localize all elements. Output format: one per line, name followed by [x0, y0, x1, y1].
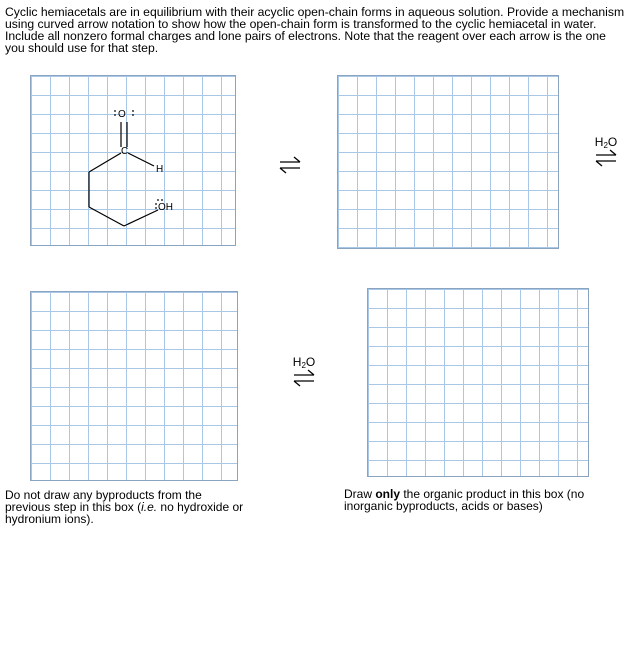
hydrogen-atom-label: H [156, 164, 164, 175]
equilibrium-arrow-step1 [270, 142, 310, 174]
equilibrium-arrows-icon [278, 156, 302, 174]
carbon-atom-label: C [121, 146, 129, 157]
note-right-line1: Draw only the organic product in this box (no [344, 487, 585, 501]
drawing-box-intermediate-2[interactable] [30, 291, 238, 481]
equilibrium-arrow-step3 [284, 355, 324, 387]
reagent-step2: $H_2O$ [594, 135, 618, 150]
instructions-text: Cyclic hemiacetals are in equilibrium with their acyclic open-chain forms in aqueous solution. Provide a mechanism using curved arrow notation to show how the open-chain form is transformed to the cyclic hemiacetal in water. Include all nonzero formal charges and lone pairs of electrons. Note that the reagent over each arrow is the one you should use for that step. [5, 5, 625, 55]
drawing-box-starting-material[interactable] [30, 75, 236, 246]
note-left-box [5, 489, 295, 525]
note-left-line2: previous step in this box (i.e. no hydroxide or [5, 500, 244, 514]
note-left-line3: hydronium ions). [5, 512, 94, 526]
open-chain-structure [31, 76, 237, 247]
reagent-step3: $H_2O$ [292, 355, 316, 370]
note-left-line1: Do not draw any byproducts from the [5, 488, 202, 502]
equilibrium-arrows-icon [292, 369, 316, 387]
drawing-box-intermediate-1[interactable] [337, 75, 559, 249]
equilibrium-arrow-step2 [586, 135, 626, 167]
oxygen-atom-label: O [118, 109, 126, 120]
hydroxyl-group-label: OH [158, 202, 173, 213]
reagent-step1 [270, 142, 310, 156]
equilibrium-arrows-icon [594, 149, 618, 167]
note-right-box [344, 488, 624, 512]
drawing-box-final-product[interactable] [367, 288, 589, 477]
note-right-line2: inorganic byproducts, acids or bases) [344, 499, 543, 513]
